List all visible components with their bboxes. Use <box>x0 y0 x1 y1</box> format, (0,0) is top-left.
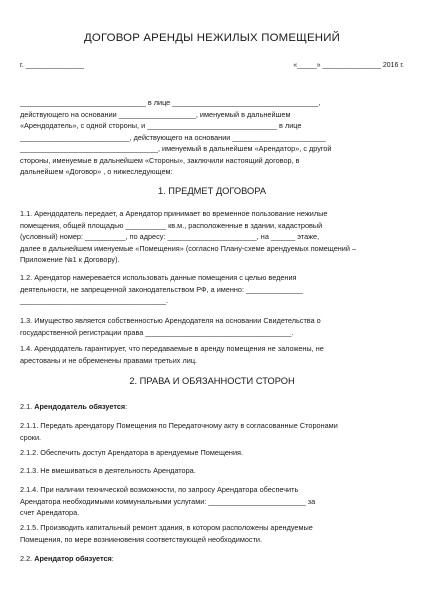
document-title: ДОГОВОР АРЕНДЫ НЕЖИЛЫХ ПОМЕЩЕНИЙ <box>83 32 341 44</box>
clause-2-1-3: 2.1.3. Не вмешиваться в деятельность Арендатора. <box>20 466 196 475</box>
clause-line: помещения, общей площадью __________ кв.м., расположенные в здании, кадастровый <box>20 220 323 230</box>
preamble-line: __________________________________, именуемый в дальнейшем «Арендатор», с другой <box>20 144 332 153</box>
clause-line: Арендатора необходимыми коммунальными услугами: ________________________ за <box>20 496 316 506</box>
preamble-line: действующего на основании ___________________, именуемый в дальнейшем <box>20 109 291 119</box>
clause-line: 2.1. Арендодатель обязуется: <box>20 402 128 411</box>
preamble <box>20 97 404 178</box>
clause-2-1-1 <box>20 420 404 443</box>
clause-line: 1.3. Имущество является собственностью Арендодателя на основании Свидетельства о <box>20 316 321 325</box>
preamble-line: _______________________________ в лице ____________________________________, <box>20 98 321 107</box>
clause-line: ____________________________________. <box>20 296 169 305</box>
clause-1-2 <box>20 272 404 307</box>
clause-1-4 <box>20 343 404 366</box>
preamble-line: дальнейшем «Договор» , о нижеследующем: <box>20 167 173 176</box>
party-label: Арендодатель обязуется <box>34 402 126 411</box>
clause-1-3 <box>20 315 404 338</box>
preamble-line: «Арендодатель», с одной стороны, и ________________________________ в лице <box>20 121 302 130</box>
city-field: г. _______________ <box>20 62 84 69</box>
clause-line: государственной регистрации права ____________________________________. <box>20 327 294 337</box>
clause-line: Приложение №1 к Договору). <box>20 255 120 264</box>
clause-line: Помещения, по мере возникновения соответствующей необходимости. <box>20 534 263 544</box>
clause-2-2 <box>20 553 404 565</box>
clause-line: 2.1.1. Передать арендатору Помещения по Передаточному акту в согласованные Сторонами <box>20 421 338 430</box>
clause-2-1-2: 2.1.2. Обеспечить доступ Арендатора в арендуемые Помещения. <box>20 448 244 457</box>
clause-2-1-5 <box>20 522 404 545</box>
clause-line: далее в дальнейшем именуемые «Помещения» (согласно Плану-схеме арендуемых помещений – <box>20 243 357 253</box>
clause-line: арестованы и не обременены правами третьих лиц. <box>20 355 198 365</box>
clause-line: 1.1. Арендодатель передает, а Арендатор принимает во временное пользование нежилые <box>20 209 328 218</box>
section-heading-2: 2. ПРАВА И ОБЯЗАННОСТИ СТОРОН <box>129 376 295 386</box>
party-label: Арендатор обязуется <box>34 554 112 563</box>
clause-2-1 <box>20 401 404 413</box>
clause-line: 1.4. Арендодатель гарантирует, что передаваемые в аренду помещения не заложены, не <box>20 344 324 353</box>
clause-line: сроки. <box>20 432 42 442</box>
clause-line: 1.2. Арендатор намеревается использовать данные помещения с целью ведения <box>20 273 297 282</box>
clause-line: (условный) номер: __________, по адресу: ______________________, на ______ этаже, <box>20 232 320 241</box>
preamble-line: стороны, именуемые в дальнейшем «Стороны», заключили настоящий договор, в <box>20 155 300 165</box>
clause-line: деятельности, не запрещенной законодательством РФ, а именно: ______________ <box>20 284 303 294</box>
header-row <box>20 62 404 72</box>
clause-1-1 <box>20 208 404 266</box>
preamble-line: ___________________________, действующего на основании _______________________ <box>20 132 326 142</box>
clause-line: счет Арендатора. <box>20 508 80 517</box>
section-heading-1: 1. ПРЕДМЕТ ДОГОВОРА <box>157 186 267 196</box>
date-field: «_____» _______________ 2016 г. <box>293 62 404 69</box>
clause-line: 2.2. Арендатор обязуется: <box>20 554 114 563</box>
clause-line: 2.1.5. Производить капитальный ремонт здания, в котором расположены арендуемые <box>20 523 313 532</box>
clause-line: 2.1.4. При наличии технической возможности, по запросу Арендатора обеспечить <box>20 485 299 494</box>
clause-2-1-4 <box>20 484 404 519</box>
